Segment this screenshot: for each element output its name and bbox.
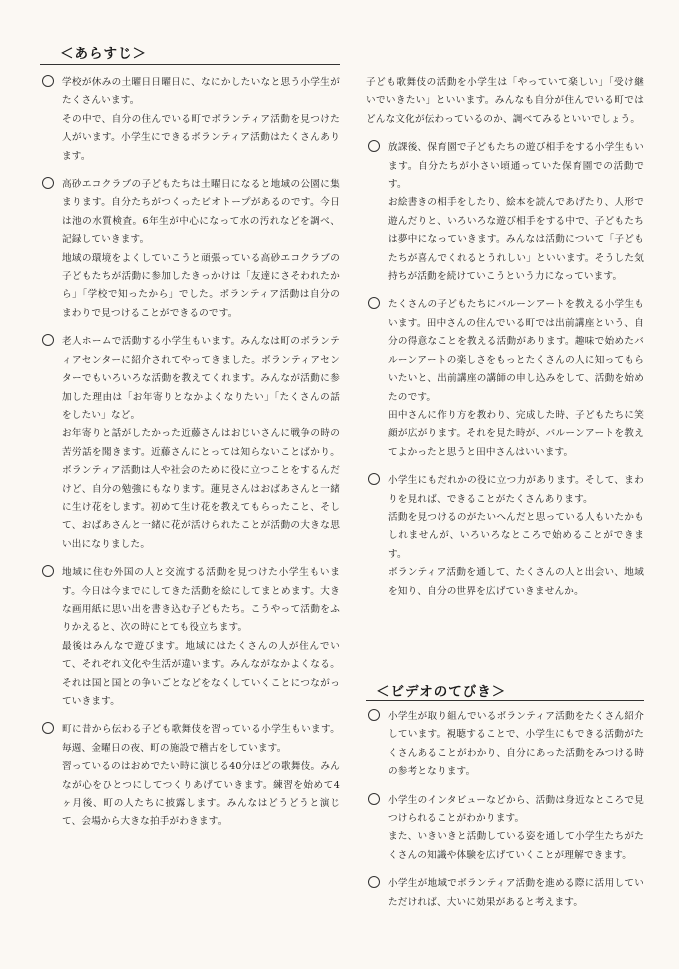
circle-bullet-icon <box>42 565 54 577</box>
list-item <box>40 721 340 831</box>
circle-bullet-icon <box>42 722 54 734</box>
item-paragraph: 町に昔から伝わる子ども歌舞伎を習っている小学生もいます。毎週、金曜日の夜、町の施設で稽古をしています。 <box>62 724 340 754</box>
item-paragraph: お絵書きの相手をしたり、絵本を読んであげたり、人形で遊んだりと、いろいろな遊び相手をする中で、子どもたちは夢中になっていきます。みんなは活動について「子どもたちが喜んでくれるとうれしい」といいます。そうした気持ちが活動を続けていこうという力になっています。 <box>388 197 644 283</box>
left-column <box>40 0 340 969</box>
item-paragraph: たくさんの子どもたちにバルーンアートを教える小学生もいます。田中さんの住んでいる町では出前講座という、自分の得意なことを教える活動があります。趣味で始めたバルーンアートの楽しさをもっとたくさんの人に知ってもらいたいと、出前講座の講師の申し込みをして、活動を始めたのです。 <box>388 299 644 403</box>
list-item <box>366 708 644 782</box>
list-item <box>366 139 644 286</box>
item-paragraph: ボランティア活動を通して、たくさんの人と出会い、地域を知り、自分の世界を広げていきませんか。 <box>388 567 644 597</box>
circle-bullet-icon <box>368 709 380 721</box>
list-item <box>40 74 340 166</box>
item-paragraph: 放課後、保育園で子どもたちの遊び相手をする小学生もいます。自分たちが小さい頃通っていた保育園での活動です。 <box>388 142 644 191</box>
circle-bullet-icon <box>368 473 380 485</box>
circle-bullet-icon <box>368 140 380 152</box>
circle-bullet-icon <box>42 177 54 189</box>
circle-bullet-icon <box>42 334 54 346</box>
list-item <box>366 792 644 866</box>
list-item <box>40 564 340 711</box>
item-paragraph: 地域の環境をよくしていこうと頑張っている高砂エコクラブの子どもたちが活動に参加したきっかけは「友達にさそわれたから」「学校で知ったから」でした。ボランティア活動は自分のまわりで見つけることができるのです。 <box>62 252 340 319</box>
section-divider <box>366 700 644 701</box>
circle-bullet-icon <box>368 297 380 309</box>
item-paragraph: 老人ホームで活動する小学生もいます。みんなは町のボランティアセンターに紹介されてやってきました。ボランティアセンターでもいろいろな活動を教えてくれます。みんなが活動に参加した理由は「お年寄りとなかよくなりたい」「たくさんの話をしたい」など。 <box>62 336 340 421</box>
item-paragraph: 小学生が取り組んでいるボランティア活動をたくさん紹介しています。視聴することで、小学生にもできる活動がたくさんあることがわかり、自分にあった活動をみつける時の参考となります。 <box>388 711 644 778</box>
synopsis-list-continued <box>366 74 644 611</box>
section-title-synopsis: ＜あらすじ＞ <box>60 46 147 62</box>
list-item <box>366 472 644 601</box>
item-paragraph: 学校が休みの土曜日日曜日に、なにかしたいなと思う小学生がたくさんいます。 <box>62 77 340 107</box>
item-paragraph: 小学生が地域でボランティア活動を進める際に活用していただければ、大いに効果があると考えます。 <box>388 878 644 908</box>
item-paragraph: 田中さんに作り方を教わり、完成した時、子どもたちに笑顔が広がります。それを見た時が、バルーンアートを教えてよかったと思うと田中さんはいいます。 <box>388 409 644 458</box>
list-item <box>40 176 340 323</box>
item-paragraph: 小学生のインタビューなどから、活動は身近なところで見つけられることがわかります。 <box>388 794 644 825</box>
list-item <box>40 333 340 554</box>
list-item <box>366 875 644 912</box>
right-column <box>366 0 644 969</box>
item-paragraph: 最後はみんなで遊びます。地域にはたくさんの人が住んでいて、それぞれ文化や生活が違います。みんながなかよくなる。それは国と国との争いごとなどをなくしていくことにつながっていきます。 <box>62 640 340 707</box>
section-divider <box>40 64 340 65</box>
synopsis-items-right <box>366 139 644 601</box>
section-title-video-guide: ＜ビデオのてびき＞ <box>376 684 507 700</box>
continued-paragraph: 子ども歌舞伎の活動を小学生は「やっていて楽しい」「受け継いでいきたい」といいます。みんなも自分が住んでいる町ではどんな文化が伝わっているのか、調べてみるといいでしょう。 <box>366 77 644 125</box>
item-paragraph: また、いきいきと活動している姿を通して小学生たちがたくさんの知識や体験を広げていくことが理解できます。 <box>388 831 644 861</box>
item-paragraph: お年寄りと話がしたかった近藤さんはおじいさんに戦争の時の苦労話を聞きます。近藤さんにとっては知らないことばかり。ボランティア活動は人や社会のために役に立つことをするんだけど、自分の勉強にもなります。蓮見さんはおばあさんと一緒に生け花をします。初めて生け花を教えてもらったこと、そして、おばあさんと一緒に花が活けられたことが活動の大きな思い出になりました。 <box>62 428 340 550</box>
list-item <box>366 296 644 462</box>
item-paragraph: 小学生にもだれかの役に立つ力があります。そして、まわりを見れば、できることがたくさんあります。 <box>388 475 644 505</box>
circle-bullet-icon <box>42 75 54 87</box>
synopsis-list <box>40 74 340 842</box>
item-paragraph: 習っているのはおめでたい時に演じる40分ほどの歌舞伎。みんなが心をひとつにしてつくりあげていきます。練習を始めて4ヶ月後、町の人たちに披露します。みんなはどうどうと演じて、会場から大きな拍手がわきます。 <box>62 761 340 828</box>
circle-bullet-icon <box>368 876 380 888</box>
item-paragraph: 活動を見つけるのがたいへんだと思っている人もいたかもしれませんが、いろいろなところで始めることができます。 <box>388 511 644 560</box>
circle-bullet-icon <box>368 793 380 805</box>
video-guide-list <box>366 708 644 922</box>
item-paragraph: その中で、自分の住んでいる町でボランティア活動を見つけた人がいます。小学生にできるボランティア活動はたくさんあります。 <box>62 113 340 162</box>
item-paragraph: 高砂エコクラブの子どもたちは土曜日になると地域の公園に集まります。自分たちがつくったビオトープがあるのです。今日は池の水質検査。6年生が中心になって水の汚れなどを調べ、記録していきます。 <box>62 179 340 246</box>
item-paragraph: 地域に住む外国の人と交流する活動を見つけた小学生もいます。今日は今までにしてきた活動を絵にしてまとめます。大きな画用紙に思い出を書き込む子どもたち。こうやって活動をふりかえると、次の時にとても役立ちます。 <box>62 567 340 634</box>
